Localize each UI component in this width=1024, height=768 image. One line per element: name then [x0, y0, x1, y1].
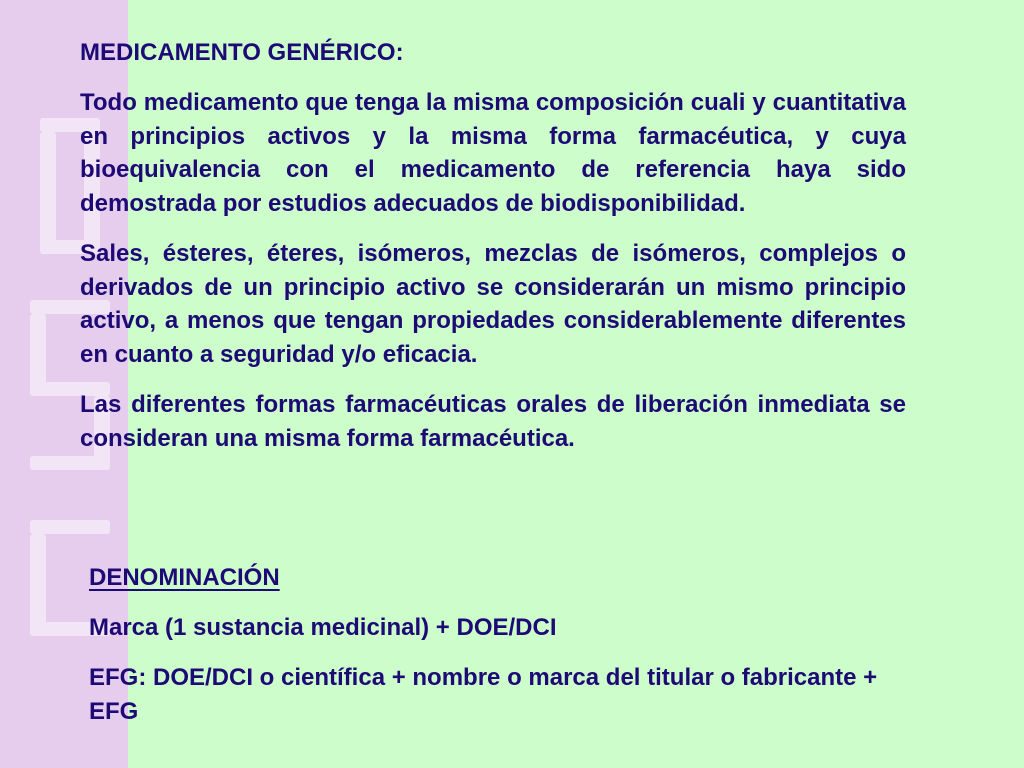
denominacion-section — [89, 561, 889, 729]
denominacion-line-efg: EFG: DOE/DCI o científica + nombre o marca del titular o fabricante + EFG — [89, 664, 878, 725]
denominacion-heading: DENOMINACIÓN — [89, 564, 280, 591]
paragraph-definition: Todo medicamento que tenga la misma composición cuali y cuantitativa en principios activos y la misma forma farmacéutica, y cuya bioequivalencia con el medicamento de referencia haya sido demostrada por estudios adecuados de biodisponibilidad. — [80, 89, 906, 217]
main-content — [80, 36, 906, 455]
paragraph-salts: Sales, ésteres, éteres, isómeros, mezclas de isómeros, complejos o derivados de un principio activo se considerarán un mismo principio activo, a menos que tengan propiedades considerablemente diferentes en cuanto a seguridad y/o eficacia. — [80, 240, 906, 368]
paragraph-oral-forms: Las diferentes formas farmacéuticas orales de liberación inmediata se consideran una misma forma farmacéutica. — [80, 391, 906, 452]
slide-title: MEDICAMENTO GENÉRICO: — [80, 39, 404, 66]
denominacion-line-brand: Marca (1 sustancia medicinal) + DOE/DCI — [89, 614, 557, 641]
